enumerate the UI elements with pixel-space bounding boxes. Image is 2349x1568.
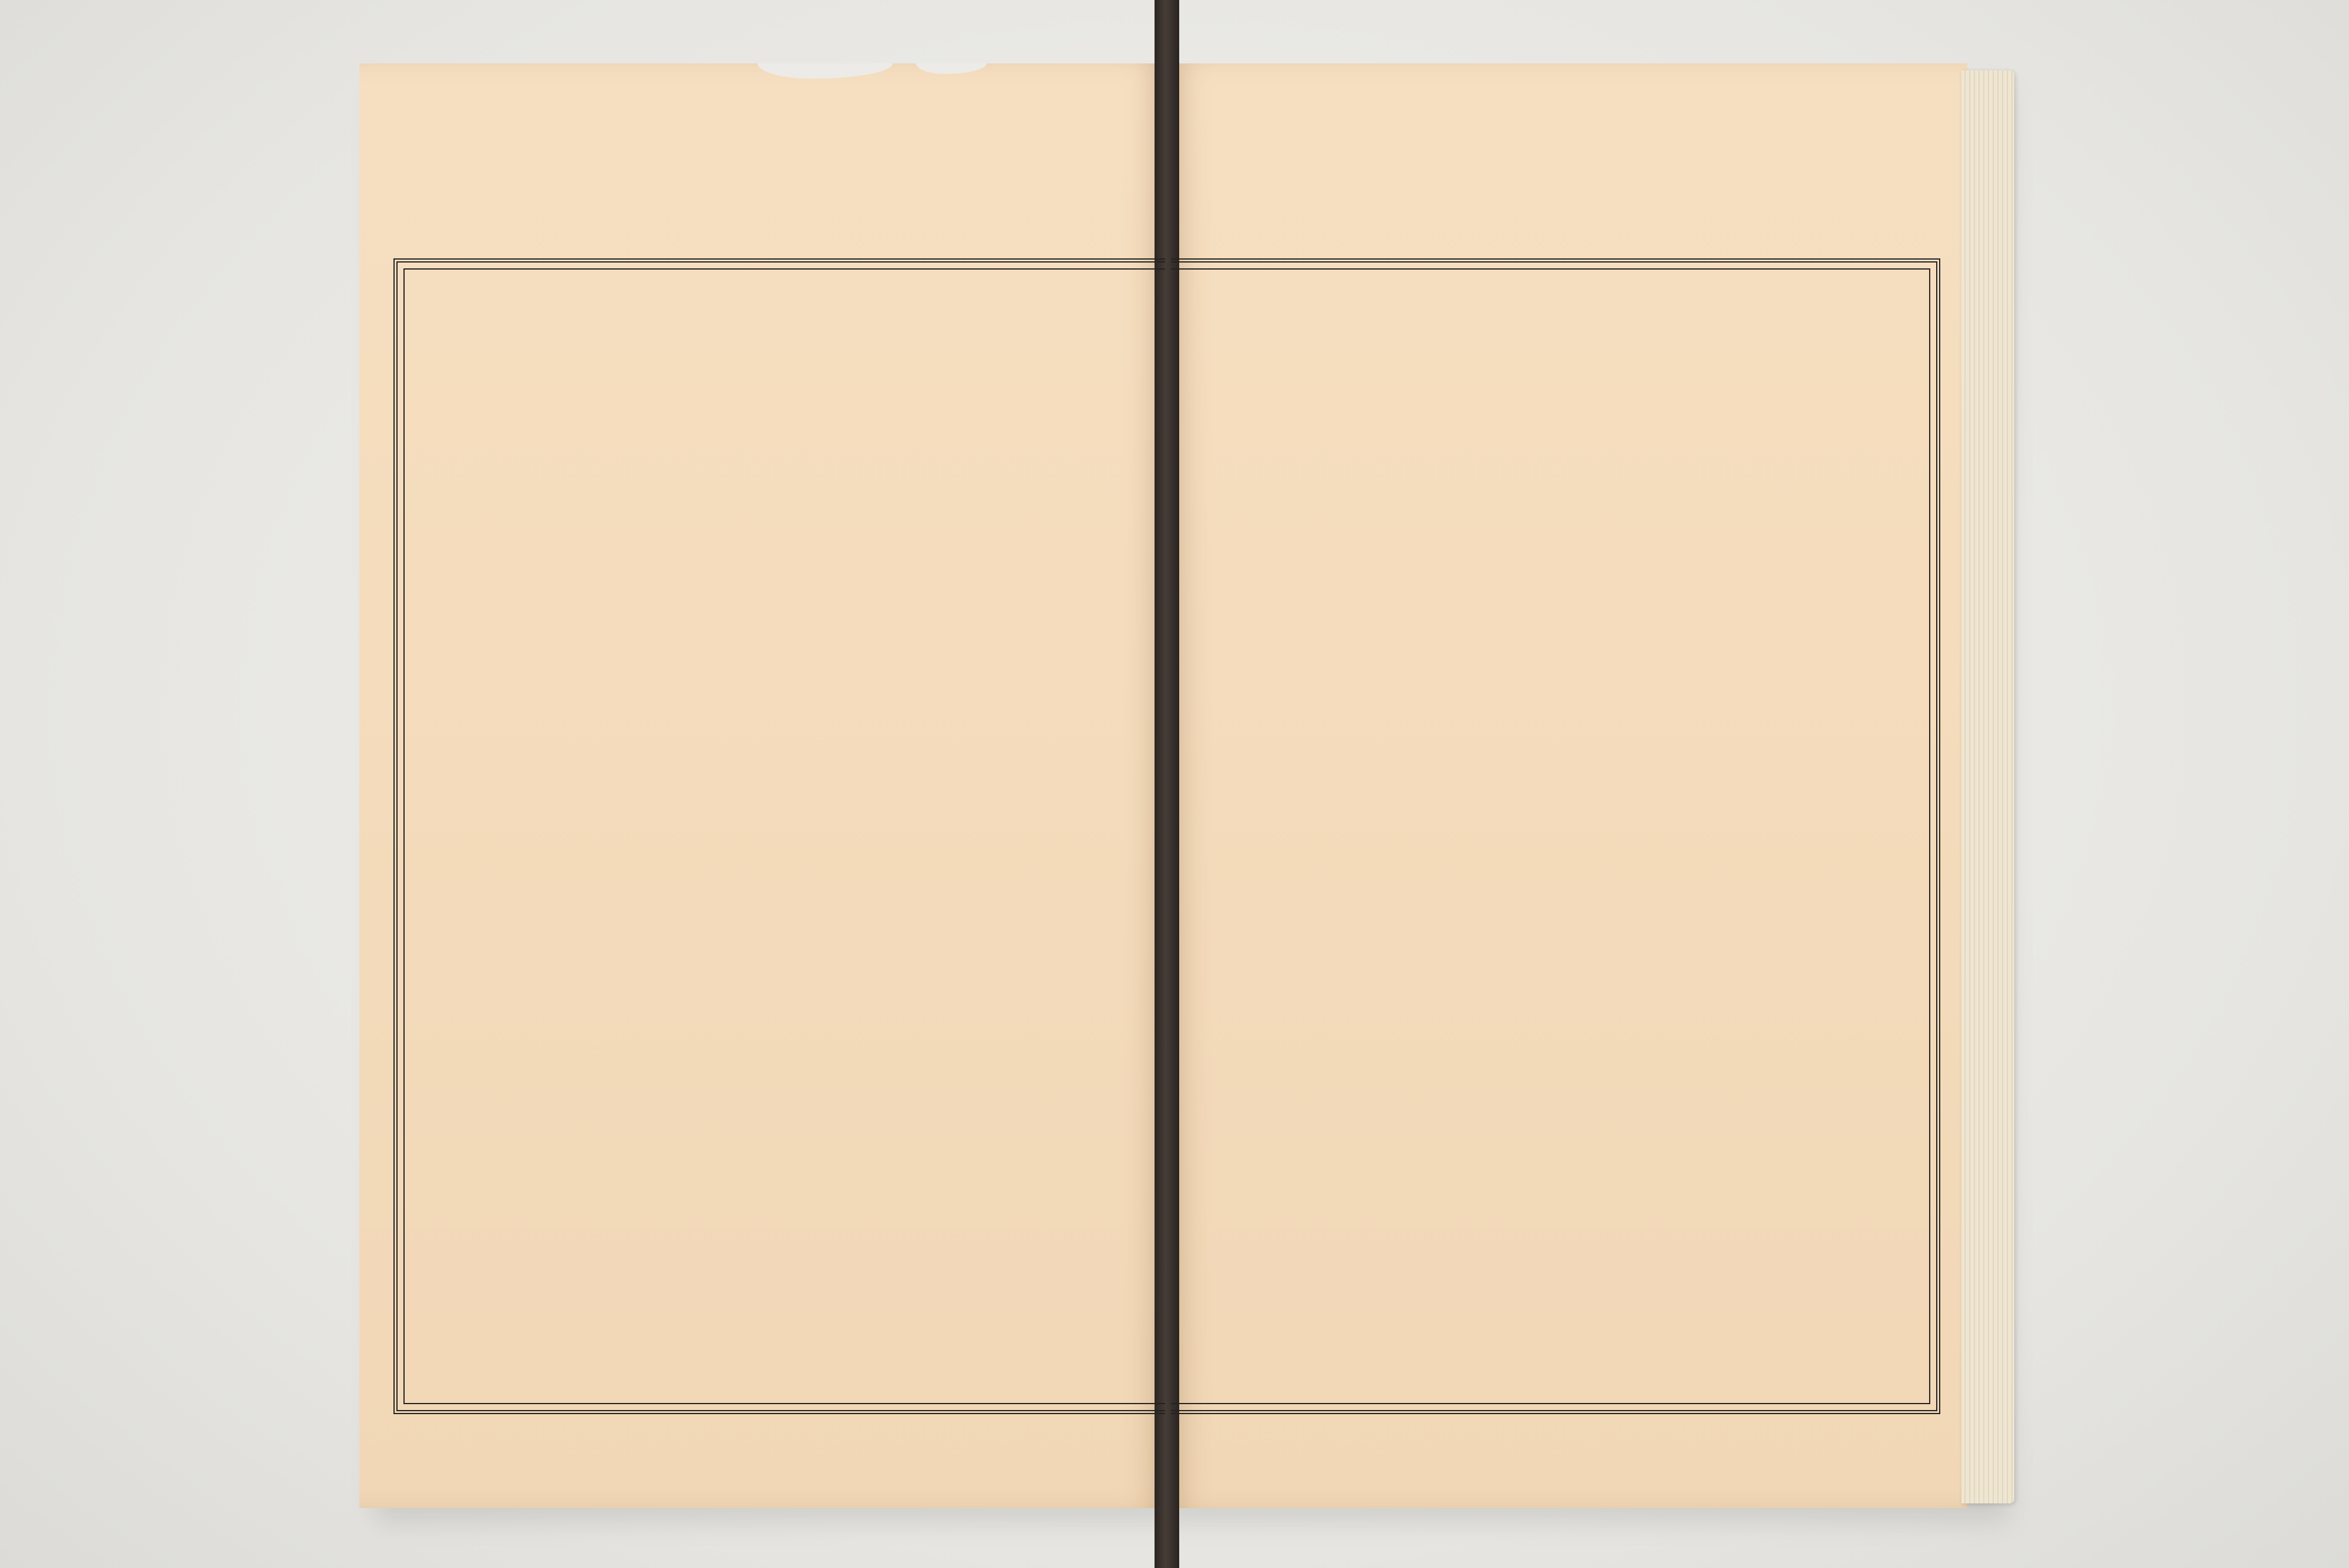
right-text-frame — [1171, 258, 1940, 1414]
page-stack-edge — [1961, 70, 2014, 1503]
left-text-frame — [393, 258, 1165, 1414]
